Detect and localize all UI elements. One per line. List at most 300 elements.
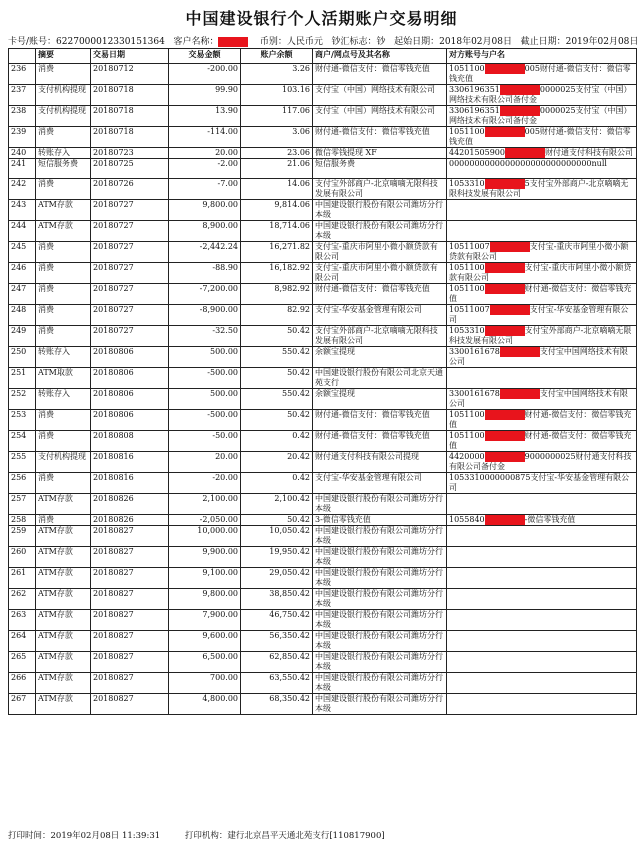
row-summary: 消费	[36, 473, 91, 494]
row-balance: 2,100.42	[241, 494, 313, 515]
table-row	[9, 221, 637, 242]
start-date-label: 起始日期：	[394, 37, 440, 47]
row-date: 20180806	[91, 410, 169, 431]
row-amount: 20.00	[169, 452, 241, 473]
row-merchant: 支付宝外部商户-北京嘀嘀无限科技发展有限公司	[313, 179, 447, 200]
counterparty-name: 支付宝外部商户-北京嘀嘀无限科技发展有限公司	[449, 326, 632, 345]
start-date: 2018年02月08日	[439, 37, 512, 47]
row-merchant: 中国建设银行股份有限公司潍坊分行本级	[313, 221, 447, 242]
row-amount: 99.90	[169, 85, 241, 106]
account-redaction	[485, 410, 525, 420]
row-counterparty	[447, 494, 637, 515]
counterparty-name: 9000000025财付通支付科技有限公司备付金	[449, 452, 632, 471]
row-balance: 103.16	[241, 85, 313, 106]
row-no: 264	[9, 631, 36, 652]
row-counterparty	[447, 410, 637, 431]
row-amount: 7,900.00	[169, 610, 241, 631]
row-amount: -20.00	[169, 473, 241, 494]
table-header-row	[9, 49, 637, 64]
counterparty-account-prefix: 1051100	[449, 284, 485, 293]
row-summary: ATM存款	[36, 673, 91, 694]
row-date: 20180727	[91, 284, 169, 305]
account-redaction	[500, 389, 540, 399]
row-summary: 消费	[36, 179, 91, 200]
row-no: 263	[9, 610, 36, 631]
currency-label: 币别：	[259, 37, 287, 47]
counterparty-account-prefix: 4420000	[449, 452, 485, 461]
row-no: 252	[9, 389, 36, 410]
row-summary: 消费	[36, 326, 91, 347]
row-counterparty	[447, 526, 637, 547]
row-date: 20180827	[91, 631, 169, 652]
col-header-summary: 摘要	[36, 49, 91, 64]
row-merchant: 支付宝-华安基金管理有限公司	[313, 305, 447, 326]
counterparty-name: 支付宝-重庆市阿里小微小额贷款有限公司	[449, 242, 629, 261]
row-date: 20180727	[91, 263, 169, 284]
counterparty-name: 财付通支付科技有限公司	[545, 148, 633, 157]
card-label: 卡号/账号：	[8, 37, 57, 47]
row-amount: -200.00	[169, 64, 241, 85]
row-merchant: 支付宝外部商户-北京嘀嘀无限科技发展有限公司	[313, 326, 447, 347]
col-header-amount: 交易金额	[169, 49, 241, 64]
account-redaction	[500, 106, 540, 116]
row-balance: 68,350.42	[241, 694, 313, 715]
row-merchant: 中国建设银行股份有限公司北京天通苑支行	[313, 368, 447, 389]
row-amount: 2,100.00	[169, 494, 241, 515]
counterparty-name: 财付通-微信支付：微信零钱充值	[449, 431, 632, 450]
row-summary: ATM存款	[36, 610, 91, 631]
row-merchant: 财付通-微信支付：微信零钱充值	[313, 284, 447, 305]
col-header-merchant: 商户/网点号及其名称	[313, 49, 447, 64]
row-counterparty	[447, 347, 637, 368]
row-balance: 62,850.42	[241, 652, 313, 673]
row-counterparty	[447, 631, 637, 652]
counterparty-account-prefix: 1053310	[449, 179, 485, 188]
counterparty-account-prefix: 10511007	[449, 242, 490, 251]
row-merchant: 中国建设银行股份有限公司潍坊分行本级	[313, 694, 447, 715]
row-no: 256	[9, 473, 36, 494]
row-balance: 50.42	[241, 326, 313, 347]
currency-value: 人民币元	[286, 37, 323, 47]
row-counterparty	[447, 389, 637, 410]
row-counterparty	[447, 85, 637, 106]
row-merchant: 中国建设银行股份有限公司潍坊分行本级	[313, 631, 447, 652]
row-date: 20180827	[91, 610, 169, 631]
row-counterparty	[447, 694, 637, 715]
account-redaction	[500, 347, 540, 357]
row-summary: ATM存款	[36, 494, 91, 515]
row-counterparty	[447, 431, 637, 452]
row-amount: -2,442.24	[169, 242, 241, 263]
row-amount: 10,000.00	[169, 526, 241, 547]
row-amount: -500.00	[169, 368, 241, 389]
row-balance: 50.42	[241, 410, 313, 431]
row-date: 20180725	[91, 159, 169, 179]
row-balance: 550.42	[241, 347, 313, 368]
row-date: 20180826	[91, 494, 169, 515]
table-row	[9, 263, 637, 284]
table-row	[9, 610, 637, 631]
row-date: 20180727	[91, 200, 169, 221]
row-counterparty	[447, 221, 637, 242]
table-row	[9, 547, 637, 568]
account-redaction	[485, 452, 525, 462]
counterparty-name: 支付宝-重庆市阿里小微小额贷款有限公司	[449, 263, 632, 282]
row-summary: 支付机构提现	[36, 85, 91, 106]
row-merchant: 中国建设银行股份有限公司潍坊分行本级	[313, 200, 447, 221]
row-summary: ATM存款	[36, 221, 91, 242]
row-amount: 9,900.00	[169, 547, 241, 568]
row-no: 250	[9, 347, 36, 368]
row-amount: -7.00	[169, 179, 241, 200]
row-merchant: 财付通-微信支付：微信零钱充值	[313, 64, 447, 85]
table-row	[9, 368, 637, 389]
account-redaction	[485, 284, 525, 294]
row-merchant: 财付通-微信支付：微信零钱充值	[313, 431, 447, 452]
row-counterparty	[447, 589, 637, 610]
row-counterparty	[447, 159, 637, 179]
table-row	[9, 106, 637, 127]
print-org: 打印机构：建行北京昌平天通北苑支行[110817900]	[184, 831, 385, 841]
row-merchant: 支付宝（中国）网络技术有限公司	[313, 106, 447, 127]
table-row	[9, 179, 637, 200]
row-balance: 14.06	[241, 179, 313, 200]
row-amount: -500.00	[169, 410, 241, 431]
row-date: 20180826	[91, 515, 169, 526]
row-no: 254	[9, 431, 36, 452]
row-summary: 消费	[36, 242, 91, 263]
account-meta	[8, 34, 638, 47]
row-summary: 短信服务费	[36, 159, 91, 179]
counterparty-account-prefix: 1051100	[449, 431, 485, 440]
row-no: 249	[9, 326, 36, 347]
table-row	[9, 473, 637, 494]
row-summary: 消费	[36, 263, 91, 284]
row-summary: 消费	[36, 431, 91, 452]
row-date: 20180723	[91, 148, 169, 159]
row-summary: ATM存款	[36, 547, 91, 568]
row-merchant: 中国建设银行股份有限公司潍坊分行本级	[313, 610, 447, 631]
print-footer	[8, 829, 407, 841]
account-redaction	[500, 85, 540, 95]
counterparty-account-prefix: 3300161678	[449, 347, 500, 356]
row-date: 20180806	[91, 347, 169, 368]
row-balance: 20.42	[241, 452, 313, 473]
counterparty-name: 005财付通-微信支付：微信零钱充值	[449, 64, 631, 83]
row-counterparty	[447, 127, 637, 148]
account-redaction	[485, 64, 525, 74]
row-summary: 消费	[36, 127, 91, 148]
row-balance: 50.42	[241, 515, 313, 526]
counterparty-name: 支付宝中国网络技术有限公司	[449, 347, 628, 366]
table-row	[9, 694, 637, 715]
row-no: 248	[9, 305, 36, 326]
counterparty-account-prefix: 1055840	[449, 515, 485, 524]
col-header-no	[9, 49, 36, 64]
row-no: 237	[9, 85, 36, 106]
row-summary: 消费	[36, 410, 91, 431]
row-no: 239	[9, 127, 36, 148]
row-balance: 9,814.06	[241, 200, 313, 221]
row-no: 259	[9, 526, 36, 547]
account-redaction	[490, 242, 530, 252]
row-balance: 82.92	[241, 305, 313, 326]
row-balance: 0.42	[241, 431, 313, 452]
table-row	[9, 673, 637, 694]
row-summary: 消费	[36, 305, 91, 326]
row-date: 20180827	[91, 589, 169, 610]
row-merchant: 支付宝-重庆市阿里小微小额贷款有限公司	[313, 263, 447, 284]
row-amount: 9,800.00	[169, 589, 241, 610]
row-no: 238	[9, 106, 36, 127]
row-counterparty	[447, 200, 637, 221]
row-balance: 10,050.42	[241, 526, 313, 547]
row-merchant: 财付通-微信支付：微信零钱充值	[313, 410, 447, 431]
row-date: 20180806	[91, 368, 169, 389]
table-row	[9, 526, 637, 547]
counterparty-account-prefix: 3306196351	[449, 106, 500, 115]
row-amount: 700.00	[169, 673, 241, 694]
row-counterparty	[447, 326, 637, 347]
row-balance: 16,271.82	[241, 242, 313, 263]
table-row	[9, 431, 637, 452]
table-row	[9, 284, 637, 305]
counterparty-account-prefix: 3300161678	[449, 389, 500, 398]
account-redaction	[485, 431, 525, 441]
row-date: 20180827	[91, 694, 169, 715]
row-balance: 16,182.92	[241, 263, 313, 284]
counterparty-account-prefix: 3306196351	[449, 85, 500, 94]
row-balance: 50.42	[241, 368, 313, 389]
row-no: 261	[9, 568, 36, 589]
counterparty-account-prefix: 10511007	[449, 305, 490, 314]
row-amount: 13.90	[169, 106, 241, 127]
row-balance: 38,850.42	[241, 589, 313, 610]
row-no: 241	[9, 159, 36, 179]
row-no: 245	[9, 242, 36, 263]
row-amount: 4,800.00	[169, 694, 241, 715]
row-summary: 转账存入	[36, 148, 91, 159]
counterparty-account-prefix: 0000000000000000000000000000null	[449, 159, 607, 168]
row-balance: 19,950.42	[241, 547, 313, 568]
table-row	[9, 85, 637, 106]
row-summary: ATM存款	[36, 694, 91, 715]
row-balance: 46,750.42	[241, 610, 313, 631]
row-counterparty	[447, 568, 637, 589]
table-row	[9, 200, 637, 221]
table-body	[9, 64, 637, 715]
table-row	[9, 64, 637, 85]
row-amount: -32.50	[169, 326, 241, 347]
table-row	[9, 652, 637, 673]
row-date: 20180727	[91, 326, 169, 347]
row-amount: -7,200.00	[169, 284, 241, 305]
row-no: 255	[9, 452, 36, 473]
row-balance: 29,050.42	[241, 568, 313, 589]
card-number: 6227000012330151364	[56, 37, 165, 47]
table-row	[9, 305, 637, 326]
row-date: 20180827	[91, 652, 169, 673]
counterparty-name: 支付宝-华安基金管理有限公司	[449, 305, 629, 324]
row-no: 244	[9, 221, 36, 242]
row-counterparty	[447, 368, 637, 389]
row-summary: ATM存款	[36, 652, 91, 673]
row-merchant: 中国建设银行股份有限公司潍坊分行本级	[313, 589, 447, 610]
row-date: 20180827	[91, 547, 169, 568]
row-date: 20180727	[91, 305, 169, 326]
counterparty-name: 支付宝中国网络技术有限公司	[449, 389, 628, 408]
row-merchant: 中国建设银行股份有限公司潍坊分行本级	[313, 673, 447, 694]
row-counterparty	[447, 64, 637, 85]
row-no: 257	[9, 494, 36, 515]
row-date: 20180718	[91, 106, 169, 127]
row-summary: 转账存入	[36, 389, 91, 410]
page-title: 中国建设银行个人活期账户交易明细	[185, 9, 458, 28]
row-date: 20180726	[91, 179, 169, 200]
row-no: 247	[9, 284, 36, 305]
row-counterparty	[447, 473, 637, 494]
row-no: 258	[9, 515, 36, 526]
row-merchant: 中国建设银行股份有限公司潍坊分行本级	[313, 568, 447, 589]
row-no: 253	[9, 410, 36, 431]
row-date: 20180712	[91, 64, 169, 85]
row-merchant: 微信零钱提现 XF	[313, 148, 447, 159]
table-row	[9, 494, 637, 515]
row-date: 20180816	[91, 452, 169, 473]
row-merchant: 余额宝提现	[313, 389, 447, 410]
row-merchant: 余额宝提现	[313, 347, 447, 368]
table-row	[9, 159, 637, 179]
row-counterparty	[447, 610, 637, 631]
row-merchant: 中国建设银行股份有限公司潍坊分行本级	[313, 494, 447, 515]
table-row	[9, 631, 637, 652]
row-balance: 8,982.92	[241, 284, 313, 305]
row-summary: 消费	[36, 64, 91, 85]
row-balance: 117.06	[241, 106, 313, 127]
row-no: 267	[9, 694, 36, 715]
row-no: 236	[9, 64, 36, 85]
row-balance: 3.26	[241, 64, 313, 85]
row-counterparty	[447, 547, 637, 568]
row-amount: -2,050.00	[169, 515, 241, 526]
account-redaction	[485, 326, 525, 336]
end-date-label: 截止日期：	[520, 37, 566, 47]
row-amount: 500.00	[169, 389, 241, 410]
row-summary: ATM存款	[36, 589, 91, 610]
row-date: 20180806	[91, 389, 169, 410]
row-amount: -2.00	[169, 159, 241, 179]
counterparty-name: 财付通-微信支付：微信零钱充值	[449, 410, 632, 429]
row-amount: -114.00	[169, 127, 241, 148]
customer-name-redaction	[218, 37, 248, 47]
row-no: 260	[9, 547, 36, 568]
account-redaction	[485, 515, 525, 525]
row-summary: 支付机构提现	[36, 106, 91, 127]
cash-value: 钞	[376, 37, 386, 47]
counterparty-name: 财付通-微信支付：微信零钱充值	[449, 284, 632, 303]
row-counterparty	[447, 652, 637, 673]
row-counterparty	[447, 452, 637, 473]
row-summary: ATM取款	[36, 368, 91, 389]
account-redaction	[505, 148, 545, 158]
row-summary: ATM存款	[36, 631, 91, 652]
row-merchant: 支付宝-重庆市阿里小微小额贷款有限公司	[313, 242, 447, 263]
table-row	[9, 568, 637, 589]
row-summary: 消费	[36, 515, 91, 526]
row-summary: ATM存款	[36, 200, 91, 221]
counterparty-account-prefix: 44201505900	[449, 148, 505, 157]
col-header-date: 交易日期	[91, 49, 169, 64]
row-balance: 0.42	[241, 473, 313, 494]
row-no: 243	[9, 200, 36, 221]
account-redaction	[485, 263, 525, 273]
account-redaction	[490, 305, 530, 315]
row-date: 20180827	[91, 526, 169, 547]
row-amount: 6,500.00	[169, 652, 241, 673]
table-row	[9, 148, 637, 159]
row-date: 20180827	[91, 673, 169, 694]
customer-label: 客户名称：	[173, 37, 219, 47]
row-balance: 21.06	[241, 159, 313, 179]
row-no: 246	[9, 263, 36, 284]
row-merchant: 中国建设银行股份有限公司潍坊分行本级	[313, 652, 447, 673]
table-row	[9, 127, 637, 148]
row-summary: ATM存款	[36, 568, 91, 589]
row-amount: 9,100.00	[169, 568, 241, 589]
counterparty-name: 005财付通-微信支付：微信零钱充值	[449, 127, 631, 146]
row-no: 265	[9, 652, 36, 673]
counterparty-name: -微信零钱充值	[524, 515, 576, 524]
row-date: 20180718	[91, 85, 169, 106]
row-merchant: 中国建设银行股份有限公司潍坊分行本级	[313, 526, 447, 547]
row-no: 240	[9, 148, 36, 159]
col-header-counterparty: 对方账号与户名	[447, 49, 637, 64]
counterparty-account-prefix: 1053310	[449, 326, 485, 335]
row-merchant: 3-微信零钱充值	[313, 515, 447, 526]
row-summary: 转账存入	[36, 347, 91, 368]
row-counterparty	[447, 242, 637, 263]
row-amount: 9,800.00	[169, 200, 241, 221]
table-row	[9, 242, 637, 263]
row-date: 20180816	[91, 473, 169, 494]
row-amount: 9,600.00	[169, 631, 241, 652]
row-amount: 20.00	[169, 148, 241, 159]
row-date: 20180727	[91, 242, 169, 263]
table-row	[9, 452, 637, 473]
row-counterparty	[447, 515, 637, 526]
counterparty-account-prefix: 1051100	[449, 127, 485, 136]
table-row	[9, 389, 637, 410]
row-counterparty	[447, 263, 637, 284]
row-no: 266	[9, 673, 36, 694]
account-redaction	[485, 127, 525, 137]
counterparty-name: 0000025支付宝（中国）网络技术有限公司备付金	[449, 85, 632, 104]
table-row	[9, 589, 637, 610]
row-balance: 63,550.42	[241, 673, 313, 694]
row-counterparty	[447, 673, 637, 694]
row-date: 20180827	[91, 568, 169, 589]
row-merchant: 支付宝（中国）网络技术有限公司	[313, 85, 447, 106]
row-counterparty	[447, 106, 637, 127]
row-no: 251	[9, 368, 36, 389]
counterparty-name: 0000025支付宝（中国）网络技术有限公司备付金	[449, 106, 632, 125]
row-merchant: 支付宝-华安基金管理有限公司	[313, 473, 447, 494]
print-time: 打印时间：2019年02月08日 11:39:31	[8, 831, 161, 841]
row-counterparty	[447, 148, 637, 159]
table-row	[9, 326, 637, 347]
row-no: 242	[9, 179, 36, 200]
counterparty-account-prefix: 1053310000000875支付宝-华安基金管理有限公司	[449, 473, 630, 492]
